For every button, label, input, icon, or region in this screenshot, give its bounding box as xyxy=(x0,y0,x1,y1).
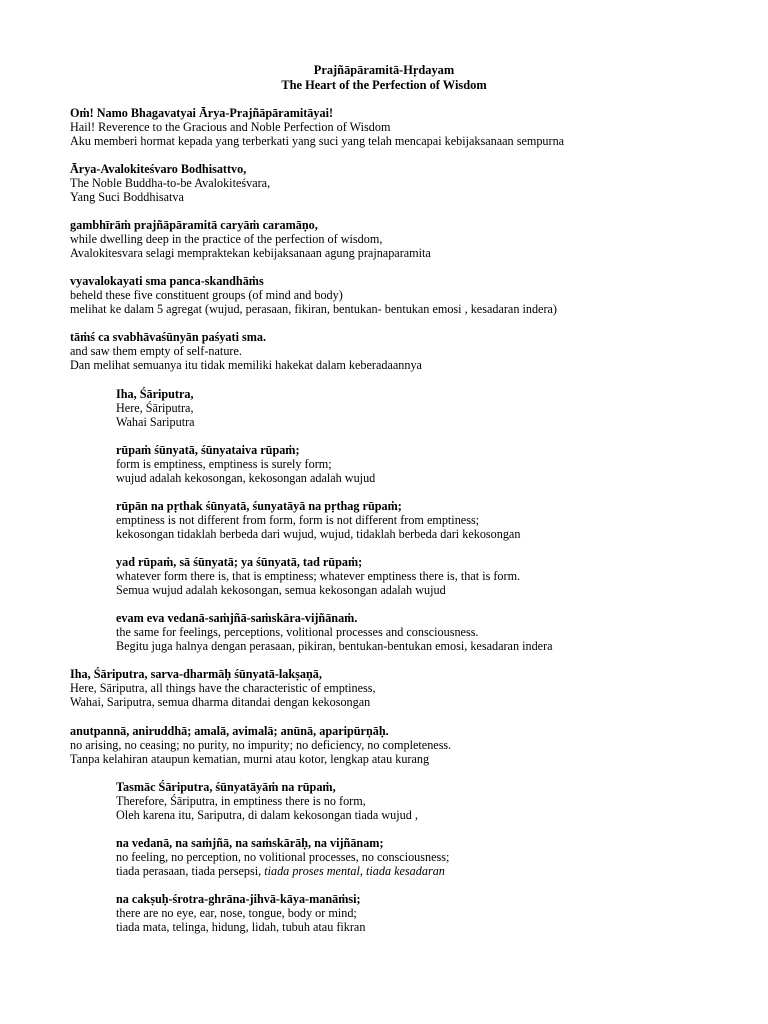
verse-english: there are no eye, ear, nose, tongue, body or mind; xyxy=(116,906,357,921)
verse-sanskrit: Tasmāc Śāriputra, śūnyatāyāṁ na rūpaṁ, xyxy=(116,780,336,794)
verse-english: the same for feelings, perceptions, volitional processes and consciousness. xyxy=(116,625,479,640)
verse-14 xyxy=(116,836,768,879)
verse-sanskrit: Iha, Śāriputra, sarva-dharmāḥ śūnyatā-lakṣaṇā, xyxy=(70,667,322,681)
verse-indonesian: Dan melihat semuanya itu tidak memiliki hakekat dalam keberadaannya xyxy=(70,358,422,373)
verse-sanskrit: tāṁś ca svabhāvaśūnyān paśyati sma. xyxy=(70,330,267,344)
verse-indonesian xyxy=(116,864,768,878)
verse-sanskrit: evam eva vedanā-saṁjñā-saṁskāra-vijñānaṁ. xyxy=(116,611,358,625)
verse-english: Hail! Reverence to the Gracious and Noble Perfection of Wisdom xyxy=(70,120,391,135)
verse-english: form is emptiness, emptiness is surely form; xyxy=(116,457,332,472)
verse-indonesian: Yang Suci Boddhisatva xyxy=(70,190,184,205)
verse-sanskrit: rūpaṁ śūnyatā, śūnyataiva rūpaṁ; xyxy=(116,443,300,457)
verse-8 xyxy=(116,499,768,542)
verse-sanskrit: yad rūpaṁ, sā śūnyatā; ya śūnyatā, tad rūpaṁ; xyxy=(116,555,363,569)
verse-english: Therefore, Śāriputra, in emptiness there is no form, xyxy=(116,794,366,809)
verse-5 xyxy=(70,330,750,373)
verse-sanskrit: na cakṣuḥ-śrotra-ghrāna-jihvā-kāya-manāṁsi; xyxy=(116,892,361,906)
verse-sanskrit: na vedanā, na saṁjñā, na saṁskārāḥ, na vijñānam; xyxy=(116,836,384,850)
verse-indonesian: Aku memberi hormat kepada yang terberkati yang suci yang telah mencapai kebijaksanaan sempurna xyxy=(70,134,565,149)
verse-indonesian: wujud adalah kekosongan, kekosongan adalah wujud xyxy=(116,471,376,486)
verse-indonesian: Wahai Sariputra xyxy=(116,415,195,430)
verse-11 xyxy=(70,667,750,710)
verse-7 xyxy=(116,443,768,486)
title-block xyxy=(0,63,768,92)
verse-15 xyxy=(116,892,768,935)
verse-english: whatever form there is, that is emptiness; whatever emptiness there is, that is form. xyxy=(116,569,521,584)
verse-4 xyxy=(70,274,750,317)
verse-english: no arising, no ceasing; no purity, no impurity; no deficiency, no completeness. xyxy=(70,738,452,753)
verse-indonesian: Semua wujud adalah kekosongan, semua kekosongan adalah wujud xyxy=(116,583,446,598)
verse-sanskrit: anutpannā, aniruddhā; amalā, avimalā; anūnā, aparipūrṇāḥ. xyxy=(70,724,389,738)
verse-english: Here, Śāriputra, xyxy=(116,401,194,416)
verse-13 xyxy=(116,780,768,823)
verse-indonesian: Avalokitesvara selagi mempraktekan kebijaksanaan agung prajnaparamita xyxy=(70,246,431,261)
verse-english: no feeling, no perception, no volitional processes, no consciousness; xyxy=(116,850,450,865)
verse-indonesian: Tanpa kelahiran ataupun kematian, murni atau kotor, lengkap atau kurang xyxy=(70,752,430,767)
verse-sanskrit: rūpān na pṛthak śūnyatā, śunyatāyā na pṛthag rūpaṁ; xyxy=(116,499,402,513)
verse-6 xyxy=(116,387,768,430)
title-english: The Heart of the Perfection of Wisdom xyxy=(281,77,487,92)
verse-english: The Noble Buddha-to-be Avalokiteśvara, xyxy=(70,176,271,191)
verse-indonesian: Wahai, Sariputra, semua dharma ditandai dengan kekosongan xyxy=(70,695,371,710)
verse-sanskrit: gambhīrāṁ prajñāpāramitā caryāṁ caramāṇo, xyxy=(70,218,318,232)
verse-indonesian: tiada mata, telinga, hidung, lidah, tubuh atau fikran xyxy=(116,920,366,935)
verse-english: Here, Sāriputra, all things have the characteristic of emptiness, xyxy=(70,681,376,696)
verse-english: beheld these five constituent groups (of mind and body) xyxy=(70,288,343,303)
verse-english: and saw them empty of self-nature. xyxy=(70,344,242,359)
verse-1 xyxy=(70,106,750,149)
verse-9 xyxy=(116,555,768,598)
verse-indonesian-plain: tiada perasaan, tiada persepsi, xyxy=(116,864,265,879)
verse-sanskrit: Ārya-Avalokiteśvaro Bodhisattvo, xyxy=(70,162,247,176)
verse-english: emptiness is not different from form, form is not different from emptiness; xyxy=(116,513,480,528)
verse-indonesian-italic: tiada proses mental, tiada kesadaran xyxy=(264,864,445,879)
verse-sanskrit: Oṁ! Namo Bhagavatyai Ārya-Prajñāpāramitāyai! xyxy=(70,106,334,120)
verse-sanskrit: vyavalokayati sma panca-skandhāṁs xyxy=(70,274,264,288)
verse-3 xyxy=(70,218,750,261)
verse-sanskrit: Iha, Śāriputra, xyxy=(116,387,194,401)
title-sanskrit: Prajñāpāramitā-Hṛdayam xyxy=(313,63,455,77)
verse-10 xyxy=(116,611,768,654)
verse-12 xyxy=(70,724,750,767)
verse-2 xyxy=(70,162,750,205)
verse-english: while dwelling deep in the practice of the perfection of wisdom, xyxy=(70,232,383,247)
verse-indonesian: melihat ke dalam 5 agregat (wujud, perasaan, fikiran, bentukan- bentukan emosi , kesadaran indera) xyxy=(70,302,557,317)
verse-indonesian: Begitu juga halnya dengan perasaan, pikiran, bentukan-bentukan emosi, kesadaran indera xyxy=(116,639,553,654)
verse-indonesian: kekosongan tidaklah berbeda dari wujud, wujud, tidaklah berbeda dari kekosongan xyxy=(116,527,521,542)
verse-indonesian: Oleh karena itu, Sariputra, di dalam kekosongan tiada wujud , xyxy=(116,808,418,823)
